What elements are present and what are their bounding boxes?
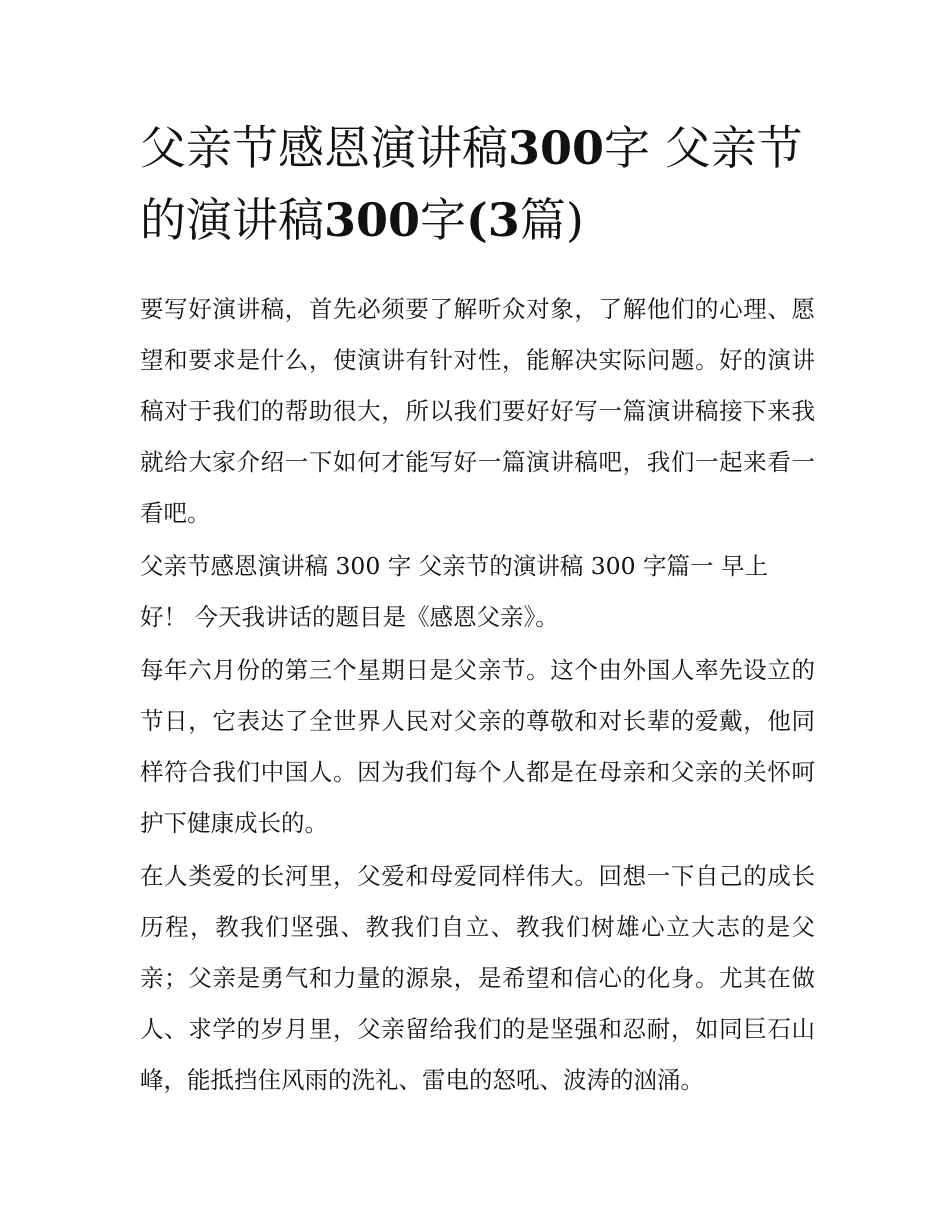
greeting-paragraph: 父亲节感恩演讲稿 300 字 父亲节的演讲稿 300 字篇一 早上好！ 今天我讲话的题目是《感恩父亲》。	[140, 552, 769, 631]
title-count-unit: 篇)	[519, 193, 584, 247]
title-count: (3	[466, 193, 520, 247]
document-page	[140, 112, 815, 1108]
title-number-2: 300	[324, 193, 421, 247]
body-paragraph-2: 在人类爱的长河里，父爱和母爱同样伟大。回想一下自己的成长历程，教我们坚强、教我们自立、教我们树雄心立大志的是父亲；父亲是勇气和力量的源泉，是希望和信心的化身。尤其在做人、求学的岁月里，父亲留给我们的是坚强和忍耐，如同巨石山峰，能抵挡住风雨的洗礼、雷电的怒吼、波涛的汹涌。	[140, 862, 815, 1094]
title-text-2: 字 父亲节的演讲稿	[140, 121, 803, 247]
body-paragraph-1: 每年六月份的第三个星期日是父亲节。这个由外国人率先设立的节日，它表达了全世界人民对父亲的尊敬和对长辈的爱戴，他同样符合我们中国人。因为我们每个人都是在母亲和父亲的关怀呵护下健康成长的。	[140, 656, 815, 837]
title-number-1: 300	[508, 121, 605, 175]
title-text-3: 字	[420, 193, 467, 247]
intro-paragraph: 要写好演讲稿，首先必须要了解听众对象，了解他们的心理、愿望和要求是什么，使演讲有针对性，能解决实际问题。好的演讲稿对于我们的帮助很大，所以我们要好好写一篇演讲稿接下来我就给大家介绍一下如何才能写好一篇演讲稿吧，我们一起来看一看吧。	[140, 295, 815, 527]
document-title	[140, 112, 815, 256]
title-text-1: 父亲节感恩演讲稿	[140, 121, 508, 175]
